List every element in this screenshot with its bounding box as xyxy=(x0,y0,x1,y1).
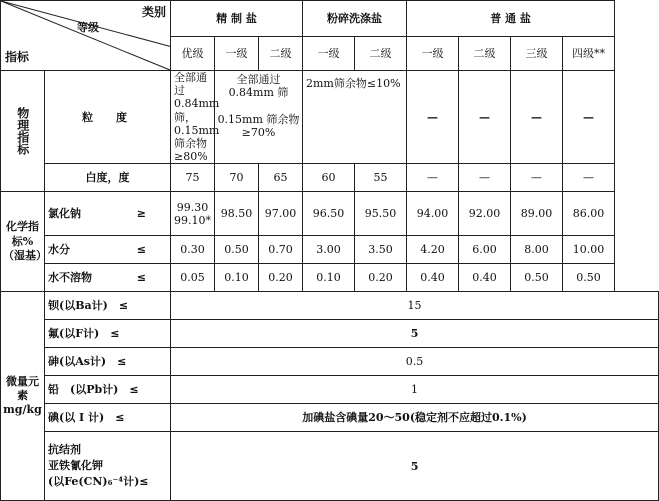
nacl-value: 94.00 xyxy=(407,192,459,236)
whiteness-value: — xyxy=(459,164,511,192)
chemical-row-label xyxy=(45,264,171,292)
grain-size-ordinary-third: — xyxy=(511,71,563,164)
grade-refined-first: 一级 xyxy=(215,37,259,71)
grain-size-ordinary-first: — xyxy=(407,71,459,164)
trace-group-cell xyxy=(1,292,45,501)
nacl-operator: ≥ xyxy=(136,207,146,221)
grain-size-label: 粒 度 xyxy=(45,71,171,164)
grain-size-crushed: 2mm筛余物≤10% xyxy=(303,71,407,164)
nacl-value: 97.00 xyxy=(259,192,303,236)
insolubles-premium-value: 0.05 xyxy=(171,264,215,292)
grain-size-ordinary-second: — xyxy=(459,71,511,164)
moisture-value: 10.00 xyxy=(563,236,615,264)
iodine-label: 碘(以 I 计) ≤ xyxy=(45,404,171,432)
chemical-group-cell xyxy=(1,192,45,292)
diagonal-header-cell xyxy=(1,1,171,71)
lead-value: 1 xyxy=(171,376,659,404)
whiteness-value: 60 xyxy=(303,164,355,192)
fluorine-value: 5 xyxy=(171,320,659,348)
barium-value: 15 xyxy=(171,292,659,320)
moisture-premium-value: 0.30 xyxy=(171,236,215,264)
moisture-value: 3.00 xyxy=(303,236,355,264)
grade-crushed-first: 一级 xyxy=(303,37,355,71)
insolubles-value: 0.10 xyxy=(303,264,355,292)
moisture-label: 水分 xyxy=(48,243,70,257)
whiteness-value: 55 xyxy=(355,164,407,192)
insolubles-value: 0.50 xyxy=(511,264,563,292)
anticaking-label: 抗结剂 亚铁氰化钾 (以Fe(CN)₆⁻⁴计)≤ xyxy=(45,432,171,501)
nacl-value: 95.50 xyxy=(355,192,407,236)
iodine-value: 加碘盐含碘量20～50(稳定剂不应超过0.1%) xyxy=(171,404,659,432)
insolubles-value: 0.40 xyxy=(407,264,459,292)
header-grade-label: 等级 xyxy=(77,21,99,34)
whiteness-value: — xyxy=(563,164,615,192)
moisture-value: 8.00 xyxy=(511,236,563,264)
grain-size-ordinary-fourth: — xyxy=(563,71,615,164)
lead-label: 铅 (以Pb计) ≤ xyxy=(45,376,171,404)
moisture-operator: ≤ xyxy=(136,243,146,257)
header-indicator-label: 指标 xyxy=(5,49,30,64)
grade-refined-premium: 优级 xyxy=(171,37,215,71)
grade-crushed-second: 二级 xyxy=(355,37,407,71)
physical-group-cell xyxy=(1,71,45,192)
whiteness-value: 70 xyxy=(215,164,259,192)
insolubles-value: 0.20 xyxy=(259,264,303,292)
insolubles-value: 0.50 xyxy=(563,264,615,292)
insolubles-label: 水不溶物 xyxy=(48,271,92,285)
whiteness-value: — xyxy=(407,164,459,192)
anticaking-value: 5 xyxy=(171,432,659,501)
grade-ordinary-third: 三级 xyxy=(511,37,563,71)
nacl-premium-value: 99.30 99.10* xyxy=(171,192,215,236)
nacl-value: 89.00 xyxy=(511,192,563,236)
moisture-value: 0.50 xyxy=(215,236,259,264)
insolubles-value: 0.20 xyxy=(355,264,407,292)
nacl-value: 92.00 xyxy=(459,192,511,236)
whiteness-value: 65 xyxy=(259,164,303,192)
arsenic-label: 砷(以As计) ≤ xyxy=(45,348,171,376)
moisture-value: 3.50 xyxy=(355,236,407,264)
grade-ordinary-first: 一级 xyxy=(407,37,459,71)
physical-group-label: 物理指标 xyxy=(15,107,30,156)
arsenic-value: 0.5 xyxy=(171,348,659,376)
trace-group-label: 微量元素mg/kg xyxy=(3,374,42,417)
grain-size-refined-first-second: 全部通过0.84mm 筛 0.15mm 筛余物≥70% xyxy=(215,71,303,164)
insolubles-value: 0.40 xyxy=(459,264,511,292)
moisture-value: 6.00 xyxy=(459,236,511,264)
group-refined-salt: 精 制 盐 xyxy=(171,1,303,37)
header-category-label: 类别 xyxy=(141,5,166,19)
insolubles-value: 0.10 xyxy=(215,264,259,292)
nacl-value: 96.50 xyxy=(303,192,355,236)
chemical-row-label xyxy=(45,192,171,236)
group-ordinary-salt: 普 通 盐 xyxy=(407,1,615,37)
nacl-value: 86.00 xyxy=(563,192,615,236)
whiteness-label: 白度，度 xyxy=(45,164,171,192)
insolubles-operator: ≤ xyxy=(136,271,146,285)
chemical-group-label: 化学指标%（湿基） xyxy=(3,220,47,262)
barium-label: 钡(以Ba计) ≤ xyxy=(45,292,171,320)
grade-ordinary-second: 二级 xyxy=(459,37,511,71)
grade-refined-second: 二级 xyxy=(259,37,303,71)
grain-size-refined-premium: 全部通过0.84mm筛，0.15mm筛余物≥80% xyxy=(171,71,215,164)
nacl-label: 氯化钠 xyxy=(48,207,81,221)
group-crushed-washed-salt: 粉碎洗涤盐 xyxy=(303,1,407,37)
moisture-value: 0.70 xyxy=(259,236,303,264)
moisture-value: 4.20 xyxy=(407,236,459,264)
chemical-row-label xyxy=(45,236,171,264)
fluorine-label: 氟(以F计) ≤ xyxy=(45,320,171,348)
whiteness-value: — xyxy=(511,164,563,192)
whiteness-value: 75 xyxy=(171,164,215,192)
nacl-value: 98.50 xyxy=(215,192,259,236)
grade-ordinary-fourth: 四级** xyxy=(563,37,615,71)
